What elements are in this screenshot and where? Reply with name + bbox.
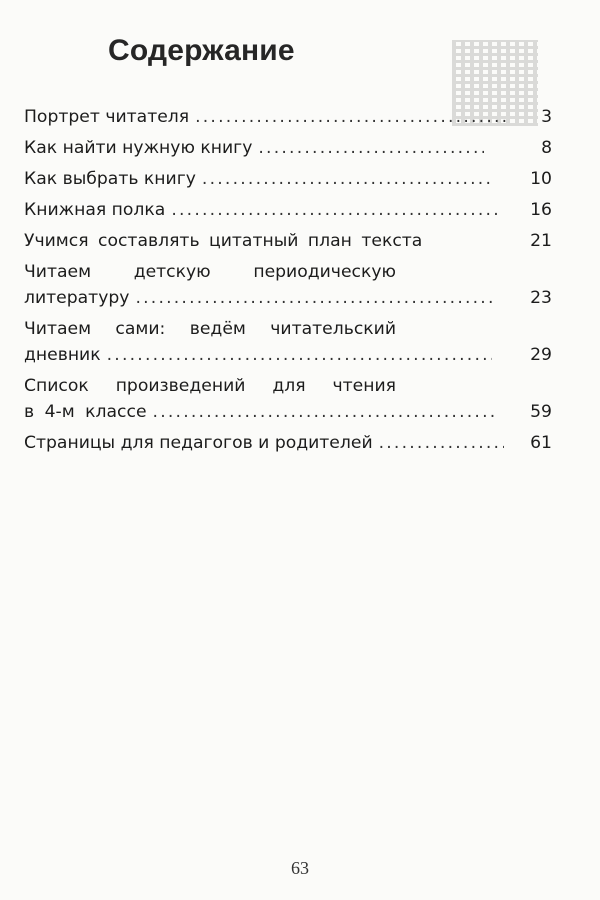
- toc-leader-dots: [171, 197, 498, 223]
- toc-entry[interactable]: [24, 228, 552, 254]
- toc-entry[interactable]: [24, 316, 552, 368]
- toc-entry-page: 29: [530, 345, 552, 365]
- toc-entry-page: 8: [541, 138, 552, 158]
- toc-entry-page: 59: [530, 402, 552, 422]
- toc-entry-title: Как найти нужную книгу: [24, 138, 253, 158]
- toc-entry-title-continued: в 4-м классе: [24, 402, 147, 422]
- toc-entry-page: 21: [530, 231, 552, 251]
- toc-entry-title: Страницы для педагогов и родителей: [24, 433, 373, 453]
- toc-entry-page: 23: [530, 288, 552, 308]
- toc-leader-dots: [107, 342, 492, 368]
- toc-entry[interactable]: [24, 373, 552, 425]
- toc-leader-dots: [258, 135, 484, 161]
- toc-leader-dots: [379, 430, 504, 456]
- toc-entry-title: Читаем сами: ведём читательский: [24, 319, 396, 339]
- toc-leader-dots: [195, 104, 506, 130]
- toc-entry-page: 16: [530, 200, 552, 220]
- toc-leader-dots: [135, 285, 492, 311]
- toc-entry-page: 10: [530, 169, 552, 189]
- toc-entry[interactable]: [24, 430, 552, 456]
- toc-entry-title-continued: дневник: [24, 345, 101, 365]
- toc-entry-page: 61: [530, 433, 552, 453]
- toc-entry-title: Учимся составлять цитатный план текста: [24, 231, 423, 251]
- toc-entry-title: Портрет читателя: [24, 107, 190, 127]
- toc-entry[interactable]: [24, 166, 552, 192]
- toc-entry-page: 3: [541, 107, 552, 127]
- toc-entry-title: Читаем детскую периодическую: [24, 262, 396, 282]
- toc-entry[interactable]: [24, 135, 552, 161]
- toc-entry-title: Список произведений для чтения: [24, 376, 396, 396]
- table-of-contents: [24, 104, 552, 461]
- toc-leader-dots: [202, 166, 492, 192]
- toc-entry-title-continued: литературу: [24, 288, 130, 308]
- toc-entry[interactable]: [24, 259, 552, 311]
- toc-entry-title: Книжная полка: [24, 200, 166, 220]
- toc-entry-title: Как выбрать книгу: [24, 169, 196, 189]
- page-number: 63: [291, 858, 309, 878]
- page-title: Содержание: [108, 34, 295, 67]
- toc-entry[interactable]: [24, 197, 552, 223]
- toc-entry[interactable]: [24, 104, 552, 130]
- toc-leader-dots: [153, 399, 498, 425]
